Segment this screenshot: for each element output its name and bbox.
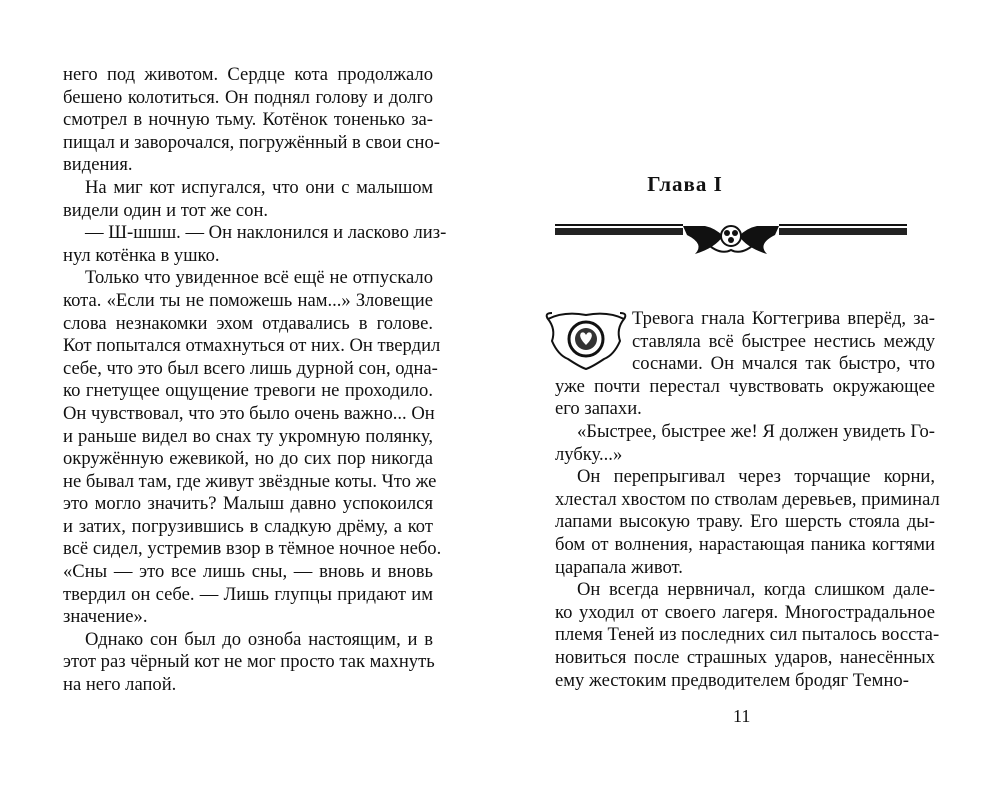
paragraph (555, 421, 935, 466)
text-line: Тревога гнала Когтегрива вперёд, за- (632, 308, 935, 329)
paragraph (63, 64, 440, 177)
text-line: пищал и заворочался, погружённый в свои сно- (63, 131, 440, 153)
text-line: хлестал хвостом по стволам деревьев, приминал (555, 488, 940, 510)
text-line: лубку...» (555, 443, 623, 465)
paragraph (63, 267, 442, 629)
text-line: твердил он себе. — Лишь глупцы придают им (63, 583, 433, 605)
text-line: ставляла всё быстрее нестись между (632, 330, 935, 352)
chapter-title: Глава I (647, 172, 723, 196)
text-line: этот раз чёрный кот не мог просто так махнуть (63, 651, 435, 673)
text-line: соснами. Он мчался так быстро, что (632, 353, 935, 375)
chapter-ornament-icon (555, 222, 907, 258)
text-line: и раньше видел во снах ту укромную полянку, (63, 425, 433, 447)
text-line: его запахи. (555, 398, 642, 420)
text-line: бешено колотиться. Он поднял голову и долго (63, 86, 433, 108)
text-line: на него лапой. (63, 674, 177, 696)
paragraph (555, 579, 940, 692)
text-line: окружённую ежевикой, но до сих пор никогда (63, 448, 433, 470)
text-line: Он перепрыгивал через торчащие корни, (577, 466, 935, 488)
text-line: Кот попытался отмахнуться от них. Он твердил (63, 335, 441, 357)
text-line: Однако сон был до озноба настоящим, и в (85, 628, 433, 650)
text-line: нул котёнка в ушко. (63, 244, 220, 266)
text-line: всё сидел, устремив взор в тёмное ночное небо. (63, 538, 442, 560)
text-line: кота. «Если ты не поможешь нам...» Зловещие (63, 289, 433, 311)
text-line: Он чувствовал, что это было очень важно... Он (63, 402, 435, 424)
text-line: слова незнакомки эхом отдавались в голове. (63, 312, 433, 334)
text-line: На миг кот испугался, что они с малышом (85, 176, 433, 198)
text-line: лапами высокую траву. Его шерсть стояла ды- (555, 511, 935, 533)
text-line: Он всегда нервничал, когда слишком дале- (577, 579, 935, 601)
text-line: — Ш-шшш. — Он наклонился и ласково лиз- (85, 222, 447, 244)
page-number: 11 (733, 706, 751, 726)
paragraph (63, 222, 447, 267)
text-line: видения. (63, 154, 133, 176)
text-line: «Быстрее, быстрее же! Я должен увидеть Го- (577, 420, 935, 442)
text-line: и затих, погрузившись в сладкую дрёму, а кот (63, 515, 433, 537)
text-line: смотрел в ночную тьму. Котёнок тоненько за- (63, 109, 433, 131)
text-line: ко гнетущее ощущение тревоги не проходило. (63, 380, 433, 402)
text-line: Только что увиденное всё ещё не отпускало (85, 267, 433, 289)
text-line: значение». (63, 606, 148, 628)
text-line: себе, что это был всего лишь дурной сон, одна- (63, 357, 438, 379)
text-line: уже почти перестал чувствовать окружающее (555, 375, 935, 397)
text-line: «Сны — это все лишь сны, — вновь и вновь (63, 561, 433, 583)
text-line: видели один и тот же сон. (63, 199, 269, 221)
right-page-text (555, 308, 940, 692)
text-line: царапала живот. (555, 556, 683, 578)
paragraph (555, 308, 935, 421)
paragraph (63, 629, 433, 697)
text-line: ему жестоким предводителем бродяг Темно- (555, 669, 909, 691)
text-line: бом от волнения, нарастающая паника когтями (555, 533, 935, 555)
text-line: новиться после страшных ударов, нанесённых (555, 646, 935, 668)
paragraph (555, 466, 940, 579)
text-line: это могло значить? Малыш давно успокоился (63, 493, 433, 515)
text-line: ко уходил от своего лагеря. Многострадальное (555, 601, 935, 623)
text-line: не бывал там, где живут звёздные коты. Что же (63, 470, 437, 492)
text-line: него под животом. Сердце кота продолжало (63, 64, 433, 85)
text-line: племя Теней из последних сил пыталось восста- (555, 624, 940, 646)
left-page-text (63, 64, 447, 697)
